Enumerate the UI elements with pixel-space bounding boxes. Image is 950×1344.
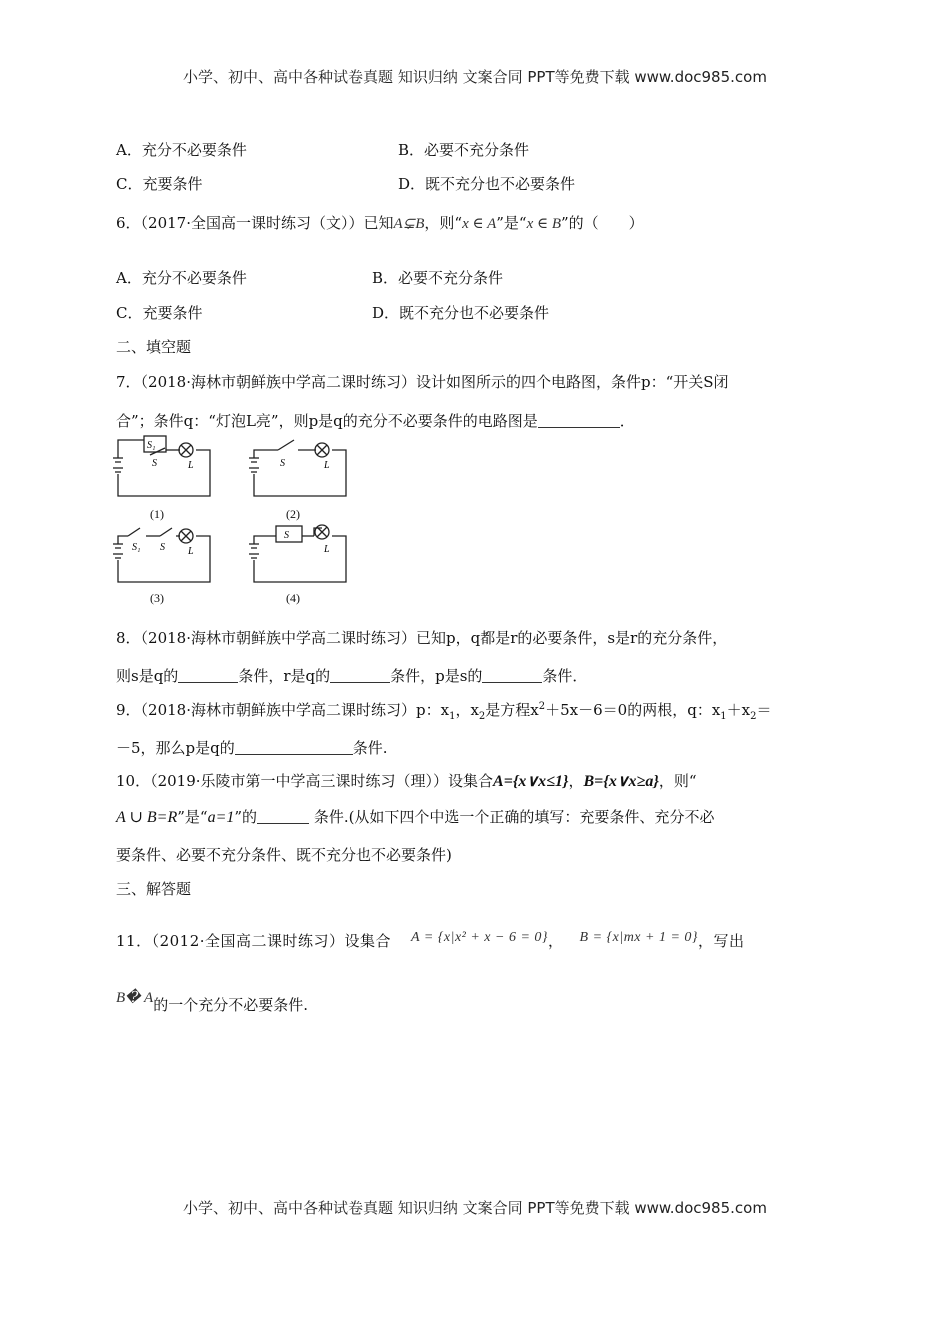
page-header: 小学、初中、高中各种试卷真题 知识归纳 文案合同 PPT等免费下载 www.doc985.com (183, 68, 767, 86)
q6-stem: 6．（2017·全国高一课时练习（文））已知A⊊B，则“x ∈ A”是“x ∈ B”的（ ） (116, 214, 644, 232)
switch-s-label: S (280, 458, 285, 469)
circuit-diagram-4 (246, 520, 351, 590)
q7-answer-blank[interactable] (538, 413, 620, 428)
q11-line2: B� A的一个充分不必要条件. (116, 990, 308, 1014)
q8-blank-3[interactable] (482, 668, 542, 683)
circuit-diagram-1 (110, 434, 215, 504)
q10-answer-blank[interactable] (257, 809, 309, 824)
q9-answer-blank[interactable] (235, 740, 353, 755)
q5-option-c: C．充要条件 (116, 175, 203, 193)
q5-option-a: A．充分不必要条件 (116, 141, 247, 159)
q6-option-a: A．充分不必要条件 (116, 269, 247, 287)
switch-s1-label: S₁ (132, 542, 141, 553)
q8-line1: 8．（2018·海林市朝鲜族中学高二课时练习）已知p，q都是r的必要条件，s是r的充分条件， (116, 629, 728, 647)
q7-line1: 7．（2018·海林市朝鲜族中学高二课时练习）设计如图所示的四个电路图，条件p：“开关S闭 (116, 373, 729, 391)
q5-option-d: D．既不充分也不必要条件 (398, 175, 576, 193)
q11-set-b: B = {x|mx + 1 = 0} (579, 930, 699, 945)
switch-s-label: S (160, 542, 165, 553)
fig1-caption: (1) (150, 507, 164, 521)
switch-s-label: S (284, 530, 289, 541)
q11-subset-expr: B� A (116, 990, 154, 1006)
fig4-caption: (4) (286, 591, 300, 605)
lamp-label: L (324, 460, 330, 471)
q5-option-b: B．必要不充分条件 (398, 141, 530, 159)
q6-condition: A⊊B (393, 216, 425, 232)
lamp-label: L (324, 544, 330, 555)
section-answer-title: 三、解答题 (116, 880, 192, 898)
switch-s1-label: S₁ (147, 440, 156, 451)
q10-set-b: B={x∨x≥a} (583, 773, 659, 790)
q8-blank-2[interactable] (330, 668, 390, 683)
circuit-diagram-3 (110, 520, 215, 590)
q6-option-c: C．充要条件 (116, 304, 203, 322)
q10-set-a: A={x∨x≤1} (493, 773, 569, 790)
q11-set-a: A = {x|x² + x − 6 = 0} (411, 930, 549, 945)
q6-option-b: B．必要不充分条件 (372, 269, 504, 287)
q10-line3: 要条件、必要不充分条件、既不充分也不必要条件) (116, 846, 452, 864)
lamp-label: L (188, 460, 194, 471)
q10-line1: 10．（2019·乐陵市第一中学高三课时练习（理））设集合A={x∨x≤1}，B={x∨x≥a}，则“ (116, 772, 697, 790)
fig2-caption: (2) (286, 507, 300, 521)
q9-line2: －5，那么p是q的 条件. (116, 739, 388, 757)
q8-blank-1[interactable] (178, 668, 238, 683)
switch-s-label: S (152, 458, 157, 469)
q11-line1: 11．（2012·全国高二课时练习）设集合 A = {x|x² + x − 6 = 0}， B = {x|mx + 1 = 0}，写出 (116, 930, 745, 950)
fig3-caption: (3) (150, 591, 164, 605)
q9-line1: 9．（2018·海林市朝鲜族中学高二课时练习）p：$x_1$，$x_2$是方程$x^2+5x-6=0$的两根，q：$x_1+x_2=$ (116, 701, 772, 722)
lamp-label: L (188, 546, 194, 557)
q7-line2: 合”；条件q：“灯泡L亮”，则p是q的充分不必要条件的电路图是 ． (116, 412, 635, 430)
page-footer: 小学、初中、高中各种试卷真题 知识归纳 文案合同 PPT等免费下载 www.doc985.com (183, 1199, 767, 1217)
q8-line2: 则s是q的 条件，r是q的 条件，p是s的 条件． (116, 667, 588, 685)
section-fill-blank-title: 二、填空题 (116, 338, 192, 356)
q10-line2: A ∪ B=R”是“a=1”的 条件.(从如下四个中选一个正确的填写：充要条件、充分不必 (116, 808, 715, 826)
circuit-diagram-2 (246, 434, 351, 504)
q6-option-d: D．既不充分也不必要条件 (372, 304, 550, 322)
